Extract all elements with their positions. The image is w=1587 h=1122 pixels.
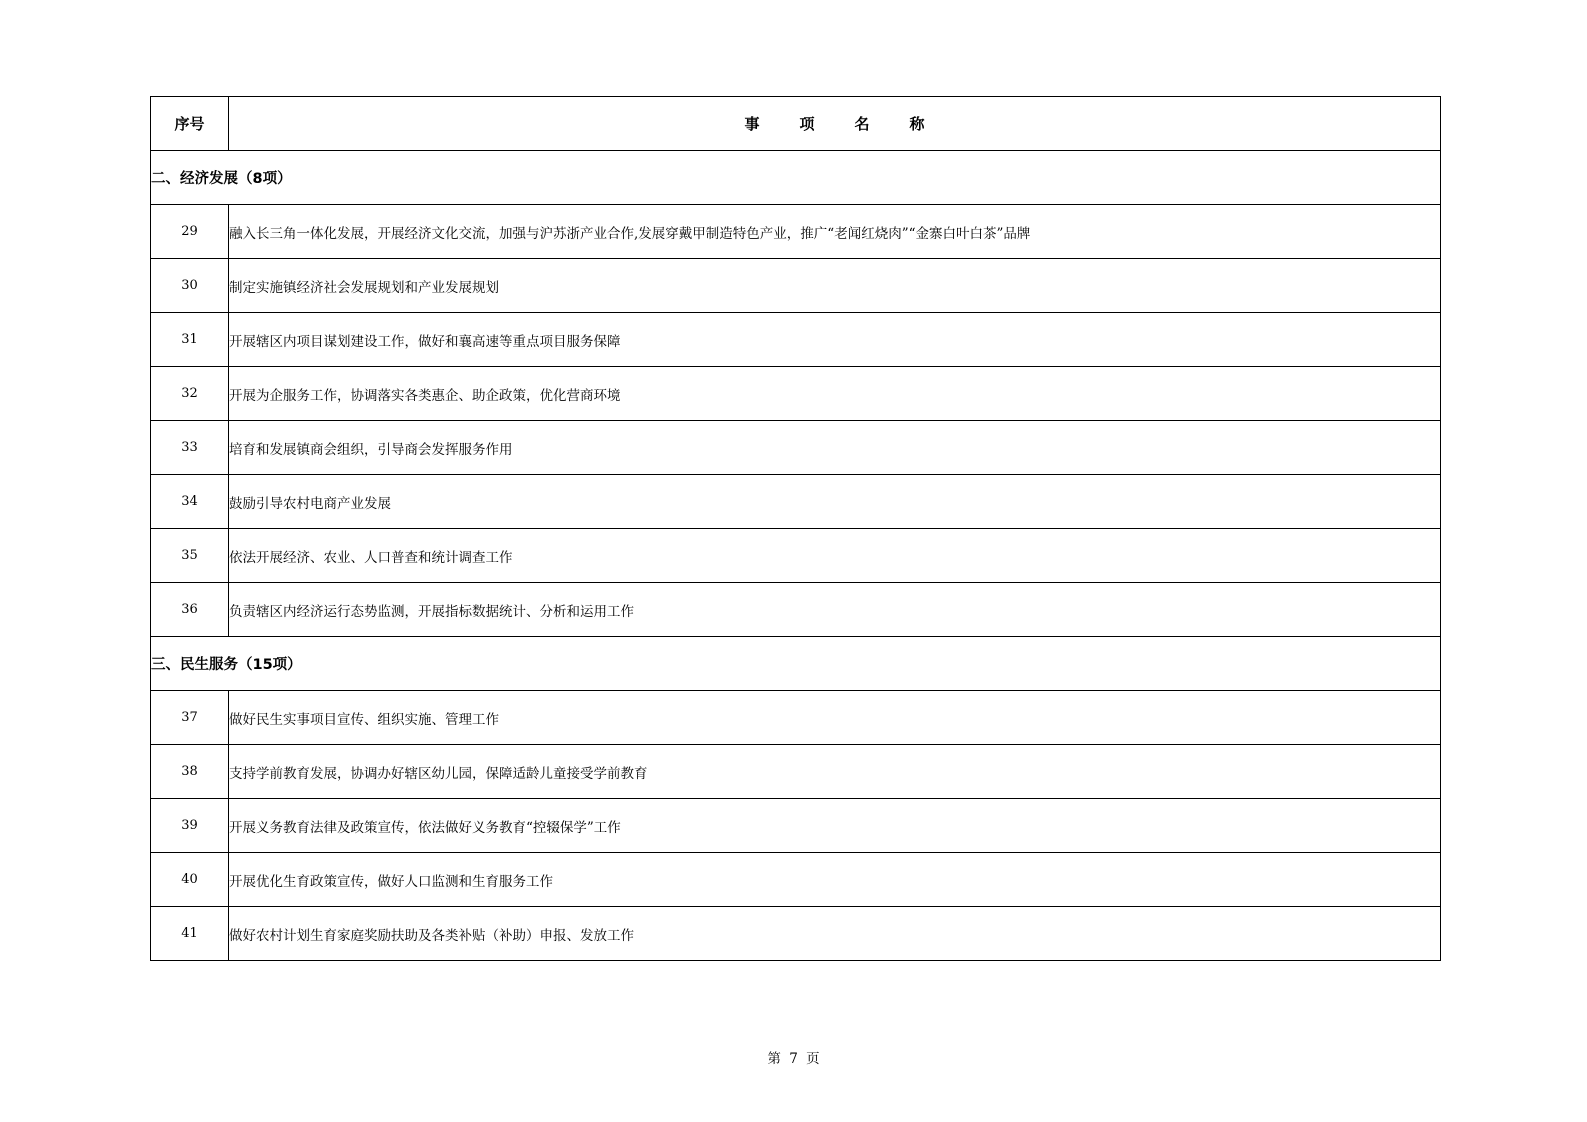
row-serial-number: 39 (151, 799, 229, 853)
table-body (151, 151, 1441, 961)
row-item-name: 开展义务教育法律及政策宣传，依法做好义务教育“控辍保学”工作 (229, 799, 1441, 853)
row-item-name: 开展辖区内项目谋划建设工作，做好和襄高速等重点项目服务保障 (229, 313, 1441, 367)
table-row (151, 529, 1441, 583)
row-item-name: 开展优化生育政策宣传，做好人口监测和生育服务工作 (229, 853, 1441, 907)
table-row (151, 799, 1441, 853)
row-item-name: 做好民生实事项目宣传、组织实施、管理工作 (229, 691, 1441, 745)
row-serial-number: 30 (151, 259, 229, 313)
table-row (151, 475, 1441, 529)
row-serial-number: 41 (151, 907, 229, 961)
table-row (151, 907, 1441, 961)
section-title: 二、经济发展（8项） (151, 151, 1441, 205)
row-serial-number: 40 (151, 853, 229, 907)
row-serial-number: 33 (151, 421, 229, 475)
table-row (151, 313, 1441, 367)
row-item-name: 制定实施镇经济社会发展规划和产业发展规划 (229, 259, 1441, 313)
header-item-name-text: 事项名称 (744, 115, 965, 133)
row-item-name: 做好农村计划生育家庭奖励扶助及各类补贴（补助）申报、发放工作 (229, 907, 1441, 961)
row-item-name: 鼓励引导农村电商产业发展 (229, 475, 1441, 529)
section-row (151, 637, 1441, 691)
table-row (151, 367, 1441, 421)
page-number: 第 7 页 (767, 1051, 820, 1067)
table-row (151, 421, 1441, 475)
row-serial-number: 32 (151, 367, 229, 421)
header-serial-number: 序号 (151, 97, 229, 151)
table-row (151, 583, 1441, 637)
row-serial-number: 36 (151, 583, 229, 637)
row-item-name: 开展为企服务工作，协调落实各类惠企、助企政策，优化营商环境 (229, 367, 1441, 421)
header-item-name (229, 97, 1441, 151)
row-item-name: 融入长三角一体化发展，开展经济文化交流，加强与沪苏浙产业合作,发展穿戴甲制造特色产业，推广“老闻红烧肉”“金寨白叶白茶”品牌 (229, 205, 1441, 259)
row-serial-number: 34 (151, 475, 229, 529)
row-item-name: 支持学前教育发展，协调办好辖区幼儿园，保障适龄儿童接受学前教育 (229, 745, 1441, 799)
table-row (151, 691, 1441, 745)
items-table (150, 96, 1441, 961)
row-item-name: 依法开展经济、农业、人口普查和统计调查工作 (229, 529, 1441, 583)
row-serial-number: 29 (151, 205, 229, 259)
section-title: 三、民生服务（15项） (151, 637, 1441, 691)
table-header-row (151, 97, 1441, 151)
table-row (151, 205, 1441, 259)
table-row (151, 259, 1441, 313)
section-row (151, 151, 1441, 205)
table-row (151, 853, 1441, 907)
row-serial-number: 37 (151, 691, 229, 745)
row-item-name: 培育和发展镇商会组织，引导商会发挥服务作用 (229, 421, 1441, 475)
table-row (151, 745, 1441, 799)
row-serial-number: 38 (151, 745, 229, 799)
row-serial-number: 31 (151, 313, 229, 367)
row-item-name: 负责辖区内经济运行态势监测，开展指标数据统计、分析和运用工作 (229, 583, 1441, 637)
row-serial-number: 35 (151, 529, 229, 583)
